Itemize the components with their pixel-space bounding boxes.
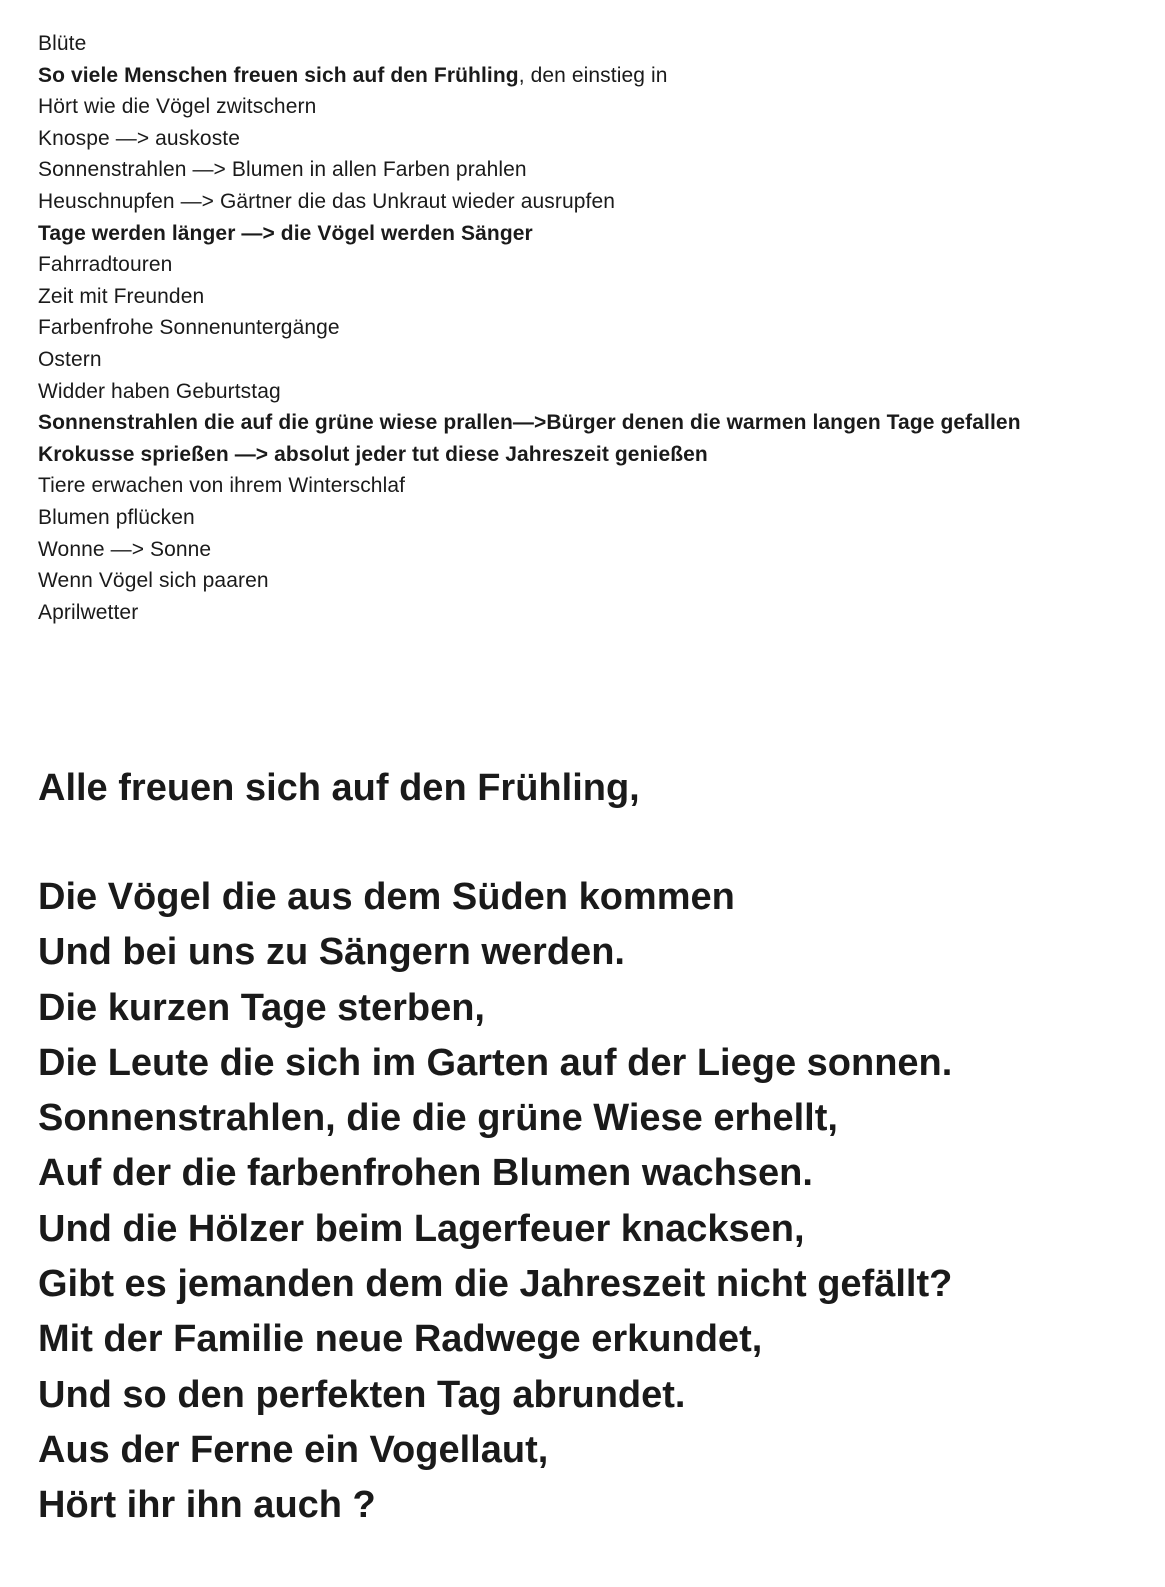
note-plain-segment: , den einstieg in [518, 63, 668, 87]
poem-line: Hört ihr ihn auch ? [38, 1484, 376, 1527]
note-line: Sonnenstrahlen —> Blumen in allen Farben prahlen [38, 158, 527, 182]
poem-line: Aus der Ferne ein Vogellaut, [38, 1428, 549, 1471]
note-line: Zeit mit Freunden [38, 284, 205, 308]
note-line: Hört wie die Vögel zwitschern [38, 95, 317, 119]
note-line: Aprilwetter [38, 600, 139, 624]
note-line-bold: Krokusse sprießen —> absolut jeder tut diese Jahreszeit genießen [38, 442, 708, 466]
poem-title: Alle freuen sich auf den Frühling, [38, 767, 640, 809]
poem-line: Sonnenstrahlen, die die grüne Wiese erhellt, [38, 1097, 838, 1140]
note-line [38, 60, 1148, 92]
note-line: Wonne —> Sonne [38, 537, 212, 561]
poem-line: Gibt es jemanden dem die Jahreszeit nicht gefällt? [38, 1263, 953, 1306]
note-line-bold: Sonnenstrahlen die auf die grüne wiese prallen—>Bürger denen die warmen langen Tage gefallen [38, 411, 1021, 435]
note-line: Heuschnupfen —> Gärtner die das Unkraut wieder ausrupfen [38, 189, 616, 213]
note-line-bold: Tage werden länger —> die Vögel werden Sänger [38, 221, 533, 245]
poem-line: Die Vögel die aus dem Süden kommen [38, 876, 735, 918]
note-line: Ostern [38, 347, 102, 371]
note-line: Farbenfrohe Sonnenuntergänge [38, 316, 340, 340]
poem-line: Die Leute die sich im Garten auf der Liege sonnen. [38, 1041, 953, 1084]
note-bold-segment: So viele Menschen freuen sich auf den Frühling [38, 63, 519, 87]
poem-line: Und bei uns zu Sängern werden. [38, 931, 625, 974]
note-line: Tiere erwachen von ihrem Winterschlaf [38, 474, 406, 498]
note-line: Fahrradtouren [38, 253, 173, 277]
poem-line: Mit der Familie neue Radwege erkundet, [38, 1318, 763, 1361]
note-line: Blüte [38, 32, 87, 55]
note-line: Wenn Vögel sich paaren [38, 569, 269, 593]
poem-body [38, 870, 1148, 1534]
brainstorm-notes [38, 28, 1148, 628]
poem-line: Auf der die farbenfrohen Blumen wachsen. [38, 1152, 813, 1195]
note-line: Blumen pflücken [38, 505, 195, 529]
poem-line: Die kurzen Tage sterben, [38, 986, 485, 1029]
poem-line: Und so den perfekten Tag abrundet. [38, 1373, 686, 1416]
note-line: Widder haben Geburtstag [38, 379, 281, 403]
note-line: Knospe —> auskoste [38, 126, 241, 150]
poem-line: Und die Hölzer beim Lagerfeuer knacksen, [38, 1207, 805, 1250]
